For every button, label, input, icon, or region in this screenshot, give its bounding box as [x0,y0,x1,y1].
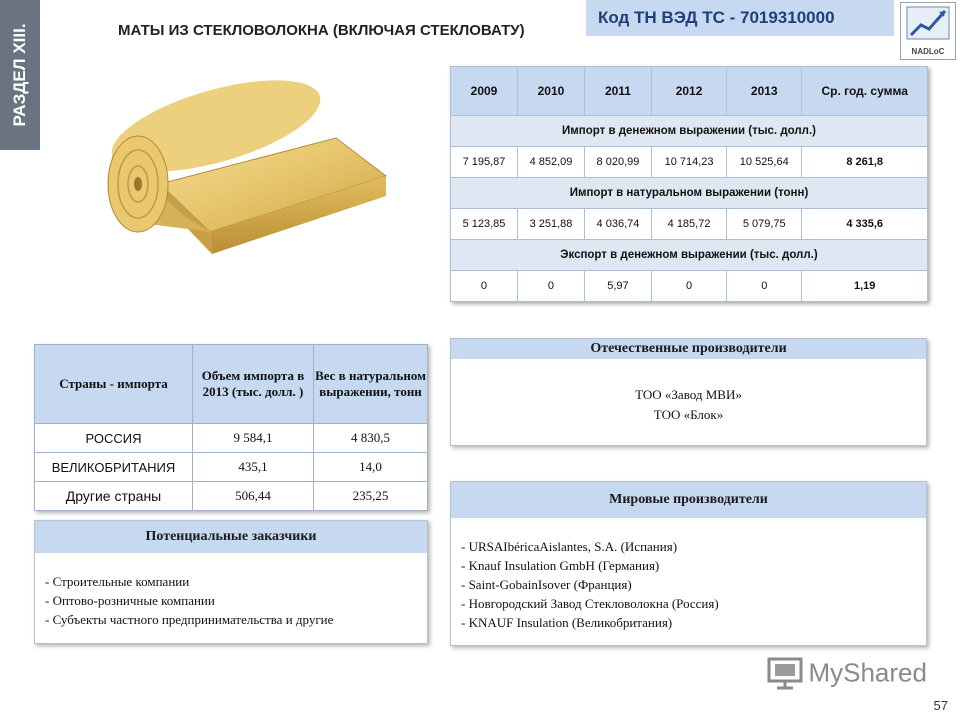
countries-header-cell: Вес в натуральном выражении, тонн [314,345,428,424]
stats-average-cell: 4 335,6 [802,209,928,240]
stats-value-cell: 0 [517,271,584,302]
countries-header-cell: Страны - импорта [35,345,193,424]
stats-value-cell: 0 [727,271,802,302]
world-producers-list [451,518,926,632]
stats-value-row [451,271,928,302]
stats-section-row [451,116,928,147]
domestic-producers-list [451,359,926,425]
glass-wool-roll-image [100,72,390,262]
stats-value-cell: 5 079,75 [727,209,802,240]
world-producer-item: - Новгородский Завод Стекловолокна (Россия) [461,596,719,611]
world-producer-item: - Knauf Insulation GmbH (Германия) [461,558,660,573]
stats-value-row [451,147,928,178]
stats-header-cell: 2011 [584,67,651,116]
watermark [766,656,927,692]
import-weight: 14,0 [314,453,428,482]
potential-customers-list [35,553,427,629]
world-producers-box [450,481,927,646]
stats-value-cell: 3 251,88 [517,209,584,240]
stats-section-title: Импорт в натуральном выражении (тонн) [451,178,928,209]
import-weight: 235,25 [314,482,428,511]
hs-code-box: Код ТН ВЭД ТС - 7019310000 [586,0,894,36]
stats-average-cell: 1,19 [802,271,928,302]
stats-header-cell: 2010 [517,67,584,116]
country-name: Другие страны [35,482,193,511]
stats-value-cell: 10 525,64 [727,147,802,178]
domestic-producer-item: ТОО «Завод МВИ» [635,387,742,402]
stats-section-row [451,240,928,271]
stats-value-row [451,209,928,240]
stats-value-cell: 4 852,09 [517,147,584,178]
stats-average-cell: 8 261,8 [802,147,928,178]
import-countries-table [34,344,428,511]
country-name: ВЕЛИКОБРИТАНИЯ [35,453,193,482]
world-producer-item: - URSAIbéricaAislantes, S.A. (Испания) [461,539,678,554]
potential-customers-box [34,520,428,644]
customer-item: - Субъекты частного предпринимательства и другие [45,612,334,627]
world-producer-item: - KNAUF Insulation (Великобритания) [461,615,673,630]
stats-header-row [451,67,928,116]
country-row [35,482,428,511]
stats-header-cell: 2013 [727,67,802,116]
stats-header-cell: 2012 [651,67,726,116]
watermark-text: MyShared [808,657,927,688]
country-row [35,453,428,482]
import-volume: 435,1 [193,453,314,482]
domestic-producers-title: Отечественные производители [451,339,926,359]
domestic-producers-box [450,338,927,446]
trade-stats-table [450,66,928,302]
section-label: РАЗДЕЛ XIII. [10,23,29,127]
stats-value-cell: 7 195,87 [451,147,518,178]
section-tab [0,0,40,150]
stats-header-cell: Ср. год. сумма [802,67,928,116]
stats-section-title: Экспорт в денежном выражении (тыс. долл.) [451,240,928,271]
stats-section-title: Импорт в денежном выражении (тыс. долл.) [451,116,928,147]
country-name: РОССИЯ [35,424,193,453]
stats-value-cell: 5,97 [584,271,651,302]
customer-item: - Оптово-розничные компании [45,593,215,608]
world-producer-item: - Saint-GobainIsover (Франция) [461,577,632,592]
stats-value-cell: 4 185,72 [651,209,726,240]
stats-value-cell: 0 [451,271,518,302]
import-weight: 4 830,5 [314,424,428,453]
stats-value-cell: 0 [651,271,726,302]
stats-section-row [451,178,928,209]
presentation-board-icon [766,656,804,690]
country-row [35,424,428,453]
org-logo [900,2,956,60]
page-number: 57 [933,698,948,713]
countries-header-cell: Объем импорта в 2013 (тыс. долл. ) [193,345,314,424]
stats-value-cell: 8 020,99 [584,147,651,178]
import-volume: 9 584,1 [193,424,314,453]
domestic-producer-item: ТОО «Блок» [653,407,724,422]
stats-value-cell: 5 123,85 [451,209,518,240]
stats-value-cell: 10 714,23 [651,147,726,178]
potential-customers-title: Потенциальные заказчики [35,521,427,553]
countries-header-row [35,345,428,424]
stats-value-cell: 4 036,74 [584,209,651,240]
logo-label: NADLoC [911,47,945,56]
import-volume: 506,44 [193,482,314,511]
stats-header-cell: 2009 [451,67,518,116]
page-title: МАТЫ ИЗ СТЕКЛОВОЛОКНА (ВКЛЮЧАЯ СТЕКЛОВАТУ) [118,22,525,39]
logo-mark-icon [901,3,955,43]
customer-item: - Строительные компании [45,574,190,589]
world-producers-title: Мировые производители [451,482,926,518]
